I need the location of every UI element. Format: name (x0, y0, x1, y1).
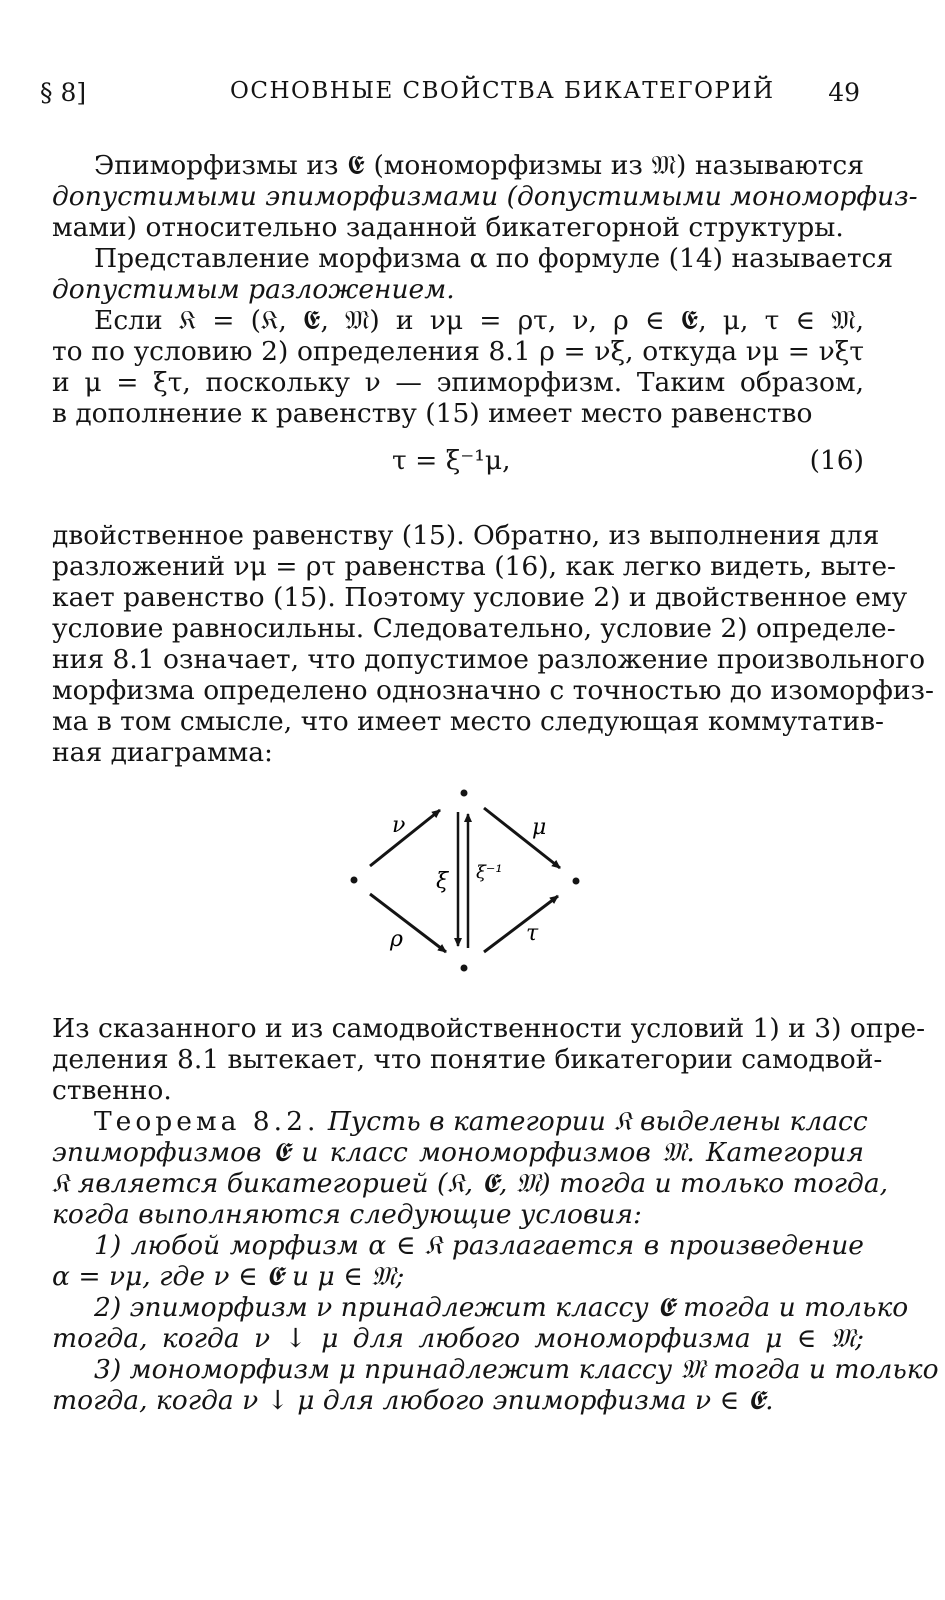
text-line: мами) относительно заданной бикатегорной структуры. (52, 212, 844, 243)
text-line: α = νμ, где ν ∈ 𝕰 и μ ∈ 𝔐; (52, 1261, 405, 1292)
text-line: деления 8.1 вытекает, что понятие бикатегории самодвой- (52, 1044, 883, 1075)
paragraph-admissible-decomposition (52, 243, 894, 305)
theorem-first-line (52, 1106, 868, 1137)
paragraph-bicategory-argument (52, 305, 864, 429)
text-line: ная диаграмма: (52, 737, 273, 768)
label-xi: ξ (436, 869, 449, 894)
running-title: ОСНОВНЫЕ СВОЙСТВА БИКАТЕГОРИЙ (230, 78, 775, 104)
text-line: эпиморфизмов 𝕰 и класс мономорфизмов 𝔐. Категория (52, 1137, 864, 1168)
text-line: ственно. (52, 1075, 172, 1106)
commutative-diagram (340, 780, 600, 975)
theorem-text: Пусть в категории 𝔎 выделены класс (327, 1106, 868, 1137)
text-line: тогда, когда ν ↓ μ для любого мономорфизма μ ∈ 𝔐; (52, 1323, 864, 1354)
section-marker: § 8] (40, 78, 87, 107)
text-line: Если 𝔎 = (𝔎, 𝕰, 𝔐) и νμ = ρτ, ν, ρ ∈ 𝕰, μ, τ ∈ 𝔐, (94, 305, 864, 336)
text-line: 2) эпиморфизм ν принадлежит классу 𝕰 тогда и только (94, 1292, 909, 1323)
condition-2 (52, 1292, 909, 1354)
text-line: Представление морфизма α по формуле (14) называется (94, 243, 894, 274)
label-tau: τ (526, 921, 539, 946)
text-line: в дополнение к равенству (15) имеет место равенство (52, 398, 813, 429)
text-line: кает равенство (15). Поэтому условие 2) и двойственное ему (52, 582, 908, 613)
text-line: Эпиморфизмы из 𝕰 (мономорфизмы из 𝔐) называются (94, 150, 864, 181)
left-node (351, 877, 358, 884)
arrow-rho (370, 894, 446, 952)
equation-number: (16) (809, 445, 864, 476)
paragraph-self-duality (52, 1013, 926, 1106)
text-line: морфизма определено однозначно с точностью до изоморфиз- (52, 675, 934, 706)
text-line: 1) любой морфизм α ∈ 𝔎 разлагается в произведение (94, 1230, 864, 1261)
theorem-heading: Теорема 8.2. (94, 1106, 320, 1137)
equation-formula: τ = ξ⁻¹μ, (392, 445, 511, 476)
label-mu: μ (532, 815, 547, 840)
text-line: то по условию 2) определения 8.1 ρ = νξ, откуда νμ = νξτ (52, 336, 864, 367)
equation-16 (52, 445, 864, 479)
right-node (573, 878, 580, 885)
text-line: условие равносильны. Следовательно, условие 2) определе- (52, 613, 896, 644)
page-number: 49 (828, 78, 860, 107)
bottom-node (461, 965, 468, 972)
text-line: допустимыми эпиморфизмами (допустимыми мономорфиз- (52, 181, 918, 212)
condition-3 (52, 1354, 939, 1416)
text-line: Из сказанного и из самодвойственности условий 1) и 3) опре- (52, 1013, 926, 1044)
label-xi-inverse: ξ⁻¹ (476, 862, 503, 883)
text-line: ма в том смысле, что имеет место следующая коммутатив- (52, 706, 884, 737)
text-line: 3) мономорфизм μ принадлежит классу 𝔐 тогда и только (94, 1354, 939, 1385)
paragraph-admissible-morphisms (52, 150, 918, 243)
text-line: ния 8.1 означает, что допустимое разложение произвольного (52, 644, 926, 675)
running-header (40, 78, 860, 112)
arrow-mu (484, 808, 560, 868)
label-nu: ν (392, 813, 406, 838)
arrow-tau (484, 896, 558, 952)
text-line: и μ = ξτ, поскольку ν — эпиморфизм. Таким образом, (52, 367, 864, 398)
label-rho: ρ (390, 927, 403, 952)
text-line: разложений νμ = ρτ равенства (16), как легко видеть, выте- (52, 551, 896, 582)
text-line: допустимым разложением. (52, 274, 455, 305)
text-line: 𝔎 является бикатегорией (𝔎, 𝕰, 𝔐) тогда и только тогда, (52, 1168, 889, 1199)
condition-1 (52, 1230, 864, 1292)
top-node (461, 790, 468, 797)
theorem-8-2 (52, 1106, 889, 1230)
text-line: тогда, когда ν ↓ μ для любого эпиморфизма ν ∈ 𝕰. (52, 1385, 774, 1416)
text-line: когда выполняются следующие условия: (52, 1199, 642, 1230)
text-line: двойственное равенству (15). Обратно, из выполнения для (52, 520, 880, 551)
paragraph-dual-equality (52, 520, 934, 768)
